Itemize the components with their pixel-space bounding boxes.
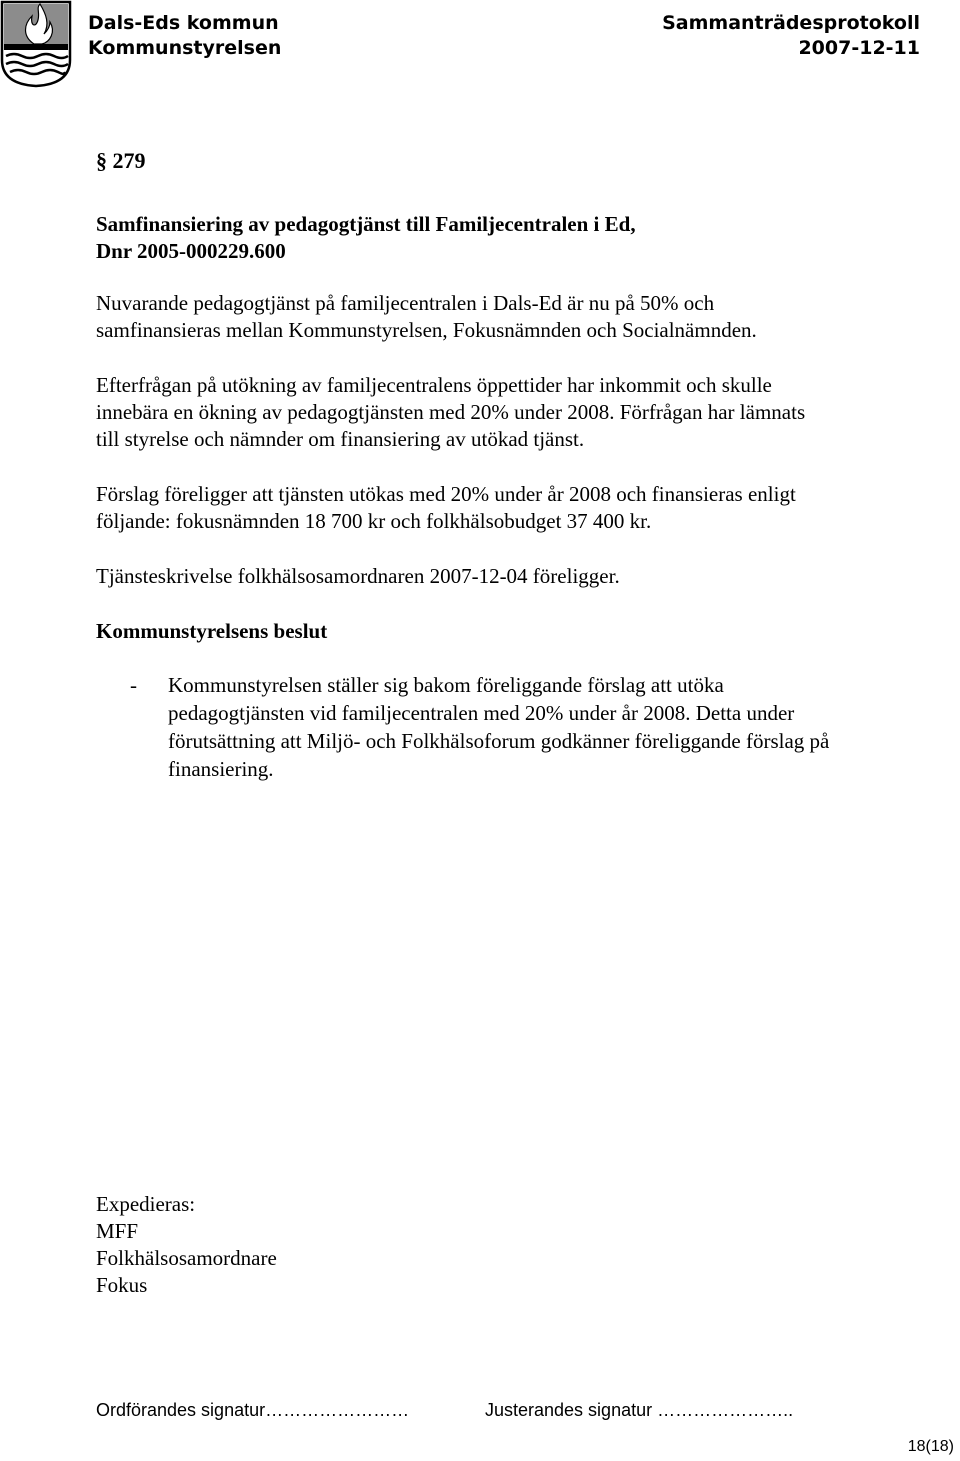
item-title: Samfinansiering av pedagogtjänst till Familjecentralen i Ed, (96, 212, 636, 236)
item-registration-number: Dnr 2005-000229.600 (96, 239, 286, 263)
section-number: § 279 (96, 148, 146, 173)
paragraph-request-line: Efterfrågan på utökning av familjecentralens öppettider har inkommit och skulle (96, 373, 772, 397)
dispatch-label: Expedieras: (96, 1192, 196, 1216)
adjuster-signature-field: Justerandes signatur ………………….. (485, 1400, 794, 1420)
header-organization: Dals-Eds kommun (88, 12, 279, 34)
paragraph-proposal-line: följande: fokusnämnden 18 700 kr och folkhälsobudget 37 400 kr. (96, 509, 652, 533)
dispatch-recipient: Folkhälsosamordnare (96, 1246, 277, 1270)
decision-line: Kommunstyrelsen ställer sig bakom föreliggande förslag att utöka (168, 673, 724, 697)
paragraph-current-position-line: Nuvarande pedagogtjänst på familjecentralen i Dals-Ed är nu på 50% och (96, 291, 715, 315)
municipality-logo (0, 0, 72, 88)
decision-heading: Kommunstyrelsens beslut (96, 619, 328, 643)
page-number: 18(18) (907, 1438, 954, 1455)
dispatch-recipient: Fokus (96, 1273, 148, 1297)
header-board: Kommunstyrelsen (88, 37, 282, 59)
decision-line: förutsättning att Miljö- och Folkhälsoforum godkänner föreliggande förslag på (168, 729, 830, 753)
chair-signature-field: Ordförandes signatur…………………… (96, 1400, 410, 1420)
header-document-type: Sammanträdesprotokoll (662, 12, 920, 34)
paragraph-memo: Tjänsteskrivelse folkhälsosamordnaren 2007-12-04 föreligger. (96, 564, 620, 588)
decision-line: finansiering. (168, 757, 274, 781)
header-date: 2007-12-11 (798, 37, 920, 59)
dispatch-recipient: MFF (96, 1219, 139, 1243)
decision-bullet: - (130, 673, 137, 697)
paragraph-proposal-line: Förslag föreligger att tjänsten utökas med 20% under år 2008 och finansieras enligt (96, 482, 796, 506)
paragraph-request-line: innebära en ökning av pedagogtjänsten med 20% under 2008. Förfrågan har lämnats (96, 400, 806, 424)
paragraph-current-position-line: samfinansieras mellan Kommunstyrelsen, Fokusnämnden och Socialnämnden. (96, 318, 757, 342)
decision-line: pedagogtjänsten vid familjecentralen med 20% under år 2008. Detta under (168, 701, 795, 725)
paragraph-request-line: till styrelse och nämnder om finansiering av utökad tjänst. (96, 427, 585, 451)
